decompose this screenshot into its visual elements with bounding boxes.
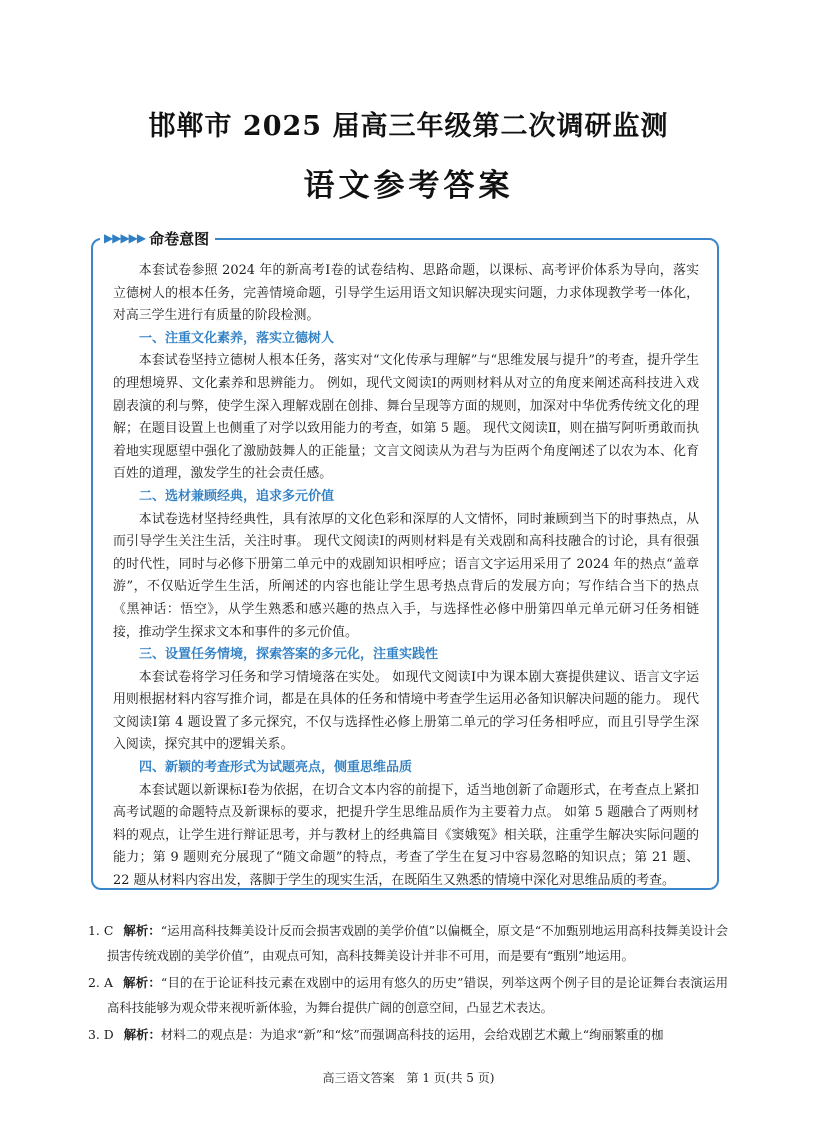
answer-item (88, 1022, 728, 1047)
answer-item (88, 970, 728, 1020)
intent-intro: 本套试卷参照 2024 年的新高考Ⅰ卷的试卷结构、思路命题，以课标、高考评价体系为导向，落实立德树人的根本任务，完善情境命题，引导学生运用语文知识解决现实问题，力求体现教学考一体化，对高三学生进行有质量的阶段检测。 (113, 263, 699, 324)
document-subtitle: 语文参考答案 (303, 168, 514, 204)
answer-label: 解析： (122, 975, 161, 990)
answer-text: 材料二的观点是：为追求“新”和“炫”而强调高科技的运用，会给戏剧艺术戴上“绚丽繁重的枷 (160, 1027, 664, 1042)
intent-box-header (100, 226, 215, 250)
section-heading: 一、注重文化素养，落实立德树人 (139, 330, 335, 346)
answer-number: 2. A (88, 975, 113, 990)
document-title: 邯郸市 2025 届高三年级第二次调研监测 (148, 111, 669, 142)
answer-text: “目的在于论证科技元素在戏剧中的运用有悠久的历史”错误，列举这两个例子目的是论证舞台表演运用高科技能够为观众带来视听新体验，为舞台提供广阔的创意空间，凸显艺术表达。 (107, 975, 729, 1015)
answer-item (88, 918, 728, 968)
section-text: 本试卷选材坚持经典性，具有浓厚的文化色彩和深厚的人文情怀，同时兼顾到当下的时事热点，从而引导学生关注生活，关注时事。 现代文阅读Ⅰ的两则材料是有关戏剧和高科技融合的讨论，具有很强的时代性，同时与必修下册第二单元中的戏剧知识相呼应；语言文字运用采用了 2024 年的热点“盖章游”，不仅贴近学生生活，所阐述的内容也能让学生思考热点背后的发展方向；写作结合当下的热点《黑神话：悟空》，从学生熟悉和感兴趣的热点入手，与选择性必修中册第四单元单元研习任务相链接，推动学生探求文本和事件的多元价值。 (113, 511, 699, 640)
answer-text: “运用高科技舞美设计反而会损害戏剧的美学价值”以偏概全，原文是“不加甄别地运用高科技舞美设计会损害传统戏剧的美学价值”，由观点可知，高科技舞美设计并非不可用，而是要有“甄别”地运用。 (107, 923, 728, 963)
section-heading: 三、设置任务情境，探索答案的多元化，注重实践性 (139, 647, 439, 663)
triangle-arrows-icon: ▶▶▶▶▶ (104, 231, 146, 245)
intent-box-top-rule (246, 238, 706, 240)
section-heading: 二、选材兼顾经典，追求多元价值 (139, 488, 335, 504)
section-text: 本套试卷将学习任务和学习情境落在实处。 如现代文阅读Ⅰ中为课本剧大赛提供建议、语言文字运用则根据材料内容写推介词，都是在具体的任务和情境中考查学生运用必备知识解决问题的能力。 现代文阅读Ⅰ第 4 题设置了多元探究，不仅与选择性必修上册第二单元的学习任务相呼应，而且引导学生深入阅读，探究其中的逻辑关系。 (113, 669, 699, 753)
section-text: 本套试题以新课标Ⅰ卷为依据，在切合文本内容的前提下，适当地创新了命题形式，在考查点上紧扣高考试题的命题特点及新课标的要求，把提升学生思维品质作为主要着力点。 如第 5 题融合了两则材料的观点，让学生进行辩证思考，并与教材上的经典篇目《窦娥冤》相关联，注重学生解决实际问题的能力；第 9 题则充分展现了“随文命题”的特点，考查了学生在复习中容易忽略的知识点；第 21 题、22 题从材料内容出发，落脚于学生的现实生活，在既陌生又熟悉的情境中深化对思维品质的考查。 (113, 782, 699, 889)
answer-number: 3. D (88, 1027, 114, 1042)
answer-label: 解析： (123, 1027, 161, 1042)
section-heading: 四、新颖的考查形式为试题亮点，侧重思维品质 (139, 760, 413, 776)
answers-list (88, 918, 728, 1049)
answer-label: 解析： (123, 923, 161, 938)
page-footer: 高三语文答案 第 1 页(共 5 页) (322, 1071, 495, 1085)
intent-box-title: 命卷意图 (149, 229, 210, 248)
section-text: 本套试卷坚持立德树人根本任务，落实对“文化传承与理解”与“思维发展与提升”的考查，提升学生的理想境界、文化素养和思辨能力。 例如，现代文阅读Ⅰ的两则材料从对立的角度来阐述高科技进入戏剧表演的利与弊，使学生深入理解戏剧在创排、舞台呈现等方面的规则，加深对中华优秀传统文化的理解；在题目设置上也侧重了对学以致用能力的考查，如第 5 题。 现代文阅读Ⅱ，则在描写阿听勇敢而执着地实现愿望中强化了激励鼓舞人的正能量；文言文阅读从为君与为臣两个角度阐述了以农为本、化育百姓的道理，激发学生的社会责任感。 (113, 353, 699, 482)
answer-number: 1. C (88, 923, 114, 938)
intent-box-content (113, 260, 699, 893)
